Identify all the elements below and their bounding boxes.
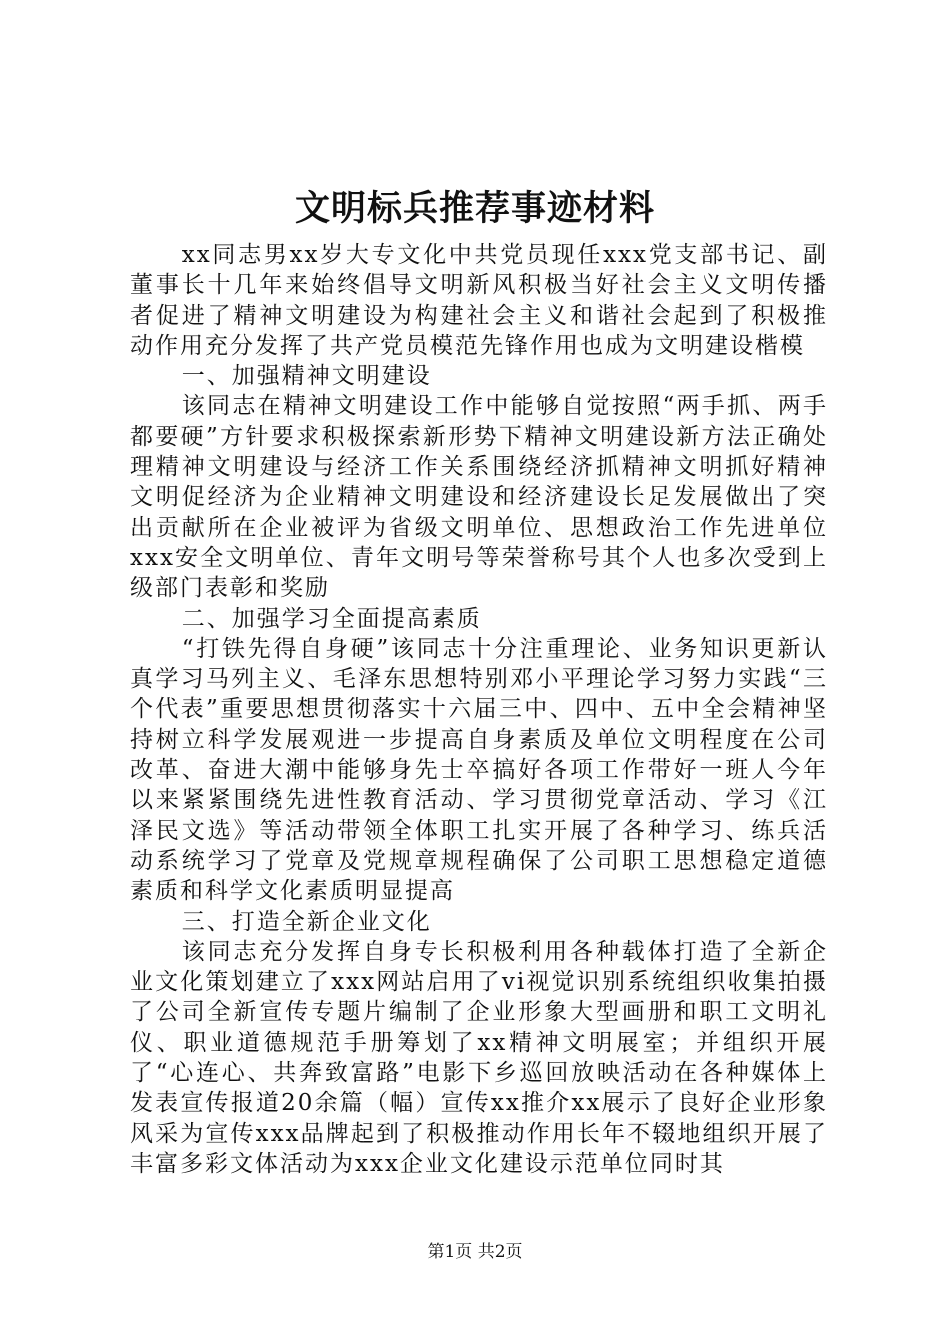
page-number-footer: 第1页 共2页 bbox=[427, 1242, 523, 1262]
section-paragraph-1: 该同志在精神文明建设工作中能够自觉按照“两手抓、两手都要硬”方针要求积极探索新形势下精神文明建设新方法正确处理精神文明建设与经济工作关系围绕经济抓精神文明抓好精神文明促经济为企业精神文明建设和经济建设长足发展做出了突出贡献所在企业被评为省级文明单位、思想政治工作先进单位xxx安全文明单位、青年文明号等荣誉称号其个人也多次受到上级部门表彰和奖励 bbox=[130, 393, 828, 602]
section-paragraph-3: 该同志充分发挥自身专长积极利用各种载体打造了全新企业文化策划建立了xxx网站启用了vi视觉识别系统组织收集拍摄了公司全新宣传专题片编制了企业形象大型画册和职工文明礼仪、职业道德规范手册筹划了xx精神文明展室；并组织开展了“心连心、共奔致富路”电影下乡巡回放映活动在各种媒体上发表宣传报道20余篇（幅）宣传xx推介xx展示了良好企业形象风采为宣传xxx品牌起到了积极推动作用长年不辍地组织开展了丰富多彩文体活动为xxx企业文化建设示范单位同时其 bbox=[130, 938, 828, 1177]
document-title: 文明标兵推荐事迹材料 bbox=[294, 188, 655, 229]
section-heading-3: 三、打造全新企业文化 bbox=[181, 908, 432, 935]
section-heading-1: 一、加强精神文明建设 bbox=[181, 363, 432, 390]
document-body bbox=[130, 240, 828, 1179]
section-heading-2: 二、加强学习全面提高素质 bbox=[181, 605, 482, 632]
section-paragraph-2: “打铁先得自身硬”该同志十分注重理论、业务知识更新认真学习马列主义、毛泽东思想特别邓小平理论学习努力实践“三个代表”重要思想贯彻落实十六届三中、四中、五中全会精神坚持树立科学发展观进一步提高自身素质及单位文明程度在公司改革、奋进大潮中能够身先士卒搞好各项工作带好一班人今年以来紧紧围绕先进性教育活动、学习贯彻党章活动、学习《江泽民文选》等活动带领全体职工扎实开展了各种学习、练兵活动系统学习了党章及党规章规程确保了公司职工思想稳定道德素质和科学文化素质明显提高 bbox=[130, 635, 828, 905]
intro-paragraph: xx同志男xx岁大专文化中共党员现任xxx党支部书记、副董事长十几年来始终倡导文明新风积极当好社会主义文明传播者促进了精神文明建设为构建社会主义和谐社会起到了积极推动作用充分发挥了共产党员模范先锋作用也成为文明建设楷模 bbox=[130, 242, 828, 359]
